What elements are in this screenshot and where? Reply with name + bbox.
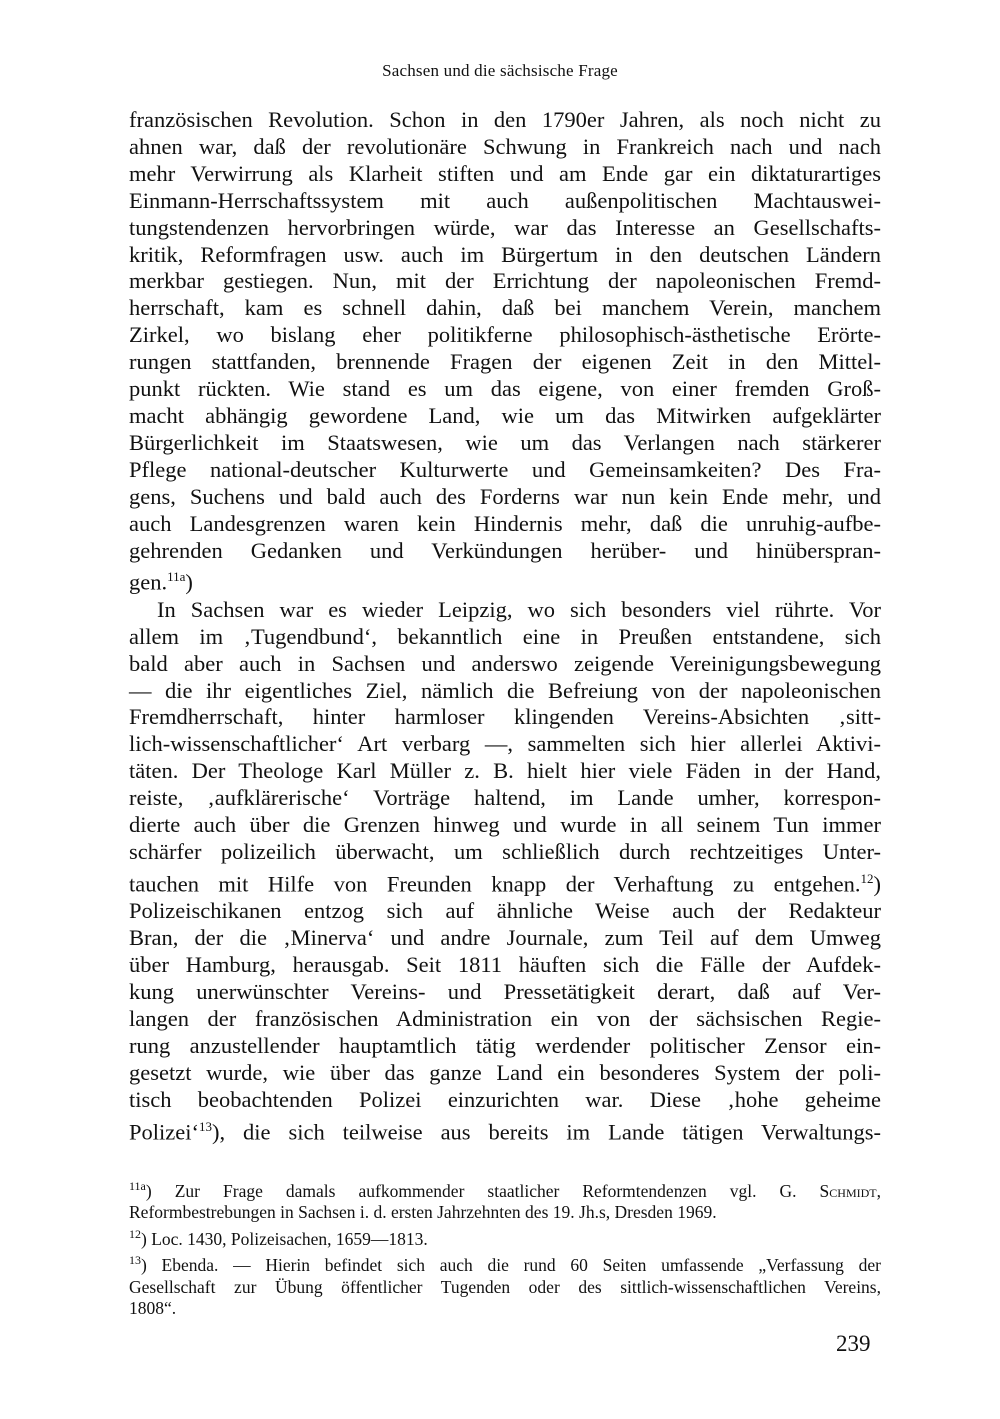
text-line: punkt rückten. Wie stand es um das eigene, von einer fremden Groß- (129, 376, 881, 402)
footnote-ref-12: 12 (860, 870, 874, 886)
text-line: rung anzustellender hauptamtlich tätig werdender politischer Zensor ein- (129, 1032, 881, 1058)
footnotes (129, 1176, 881, 1320)
text-line: bald aber auch in Sachsen und anderswo zeigende Vereinigungsbewegung (129, 650, 881, 676)
text-line: mehr Verwirrung als Klarheit stiften und am Ende gar ein diktaturartiges (129, 160, 881, 186)
text-line: kung unerwünschter Vereins- und Pressetätigkeit derart, daß auf Ver- (129, 979, 881, 1004)
text-fragment: ), die sich teilweise aus bereits im Lande tätigen Verwaltungs- (211, 1119, 881, 1145)
footnote-marker: 13 (129, 1253, 141, 1268)
text-line: gens, Suchens und bald auch des Forderns war nun kein Ende mehr, und (129, 483, 881, 509)
closing-paren: ) (141, 1228, 147, 1249)
footnote-12 (129, 1224, 881, 1250)
text-line: herrschaft, kam es schnell dahin, daß bei manchem Verein, manchem (129, 295, 881, 321)
text-line: langen der französischen Administration ein von der sächsischen Regie- (129, 1005, 881, 1031)
text-line (129, 1114, 881, 1146)
text-line: Einmann-Herrschaftssystem mit auch außenpolitischen Machtauswei- (129, 187, 881, 213)
footnote-text: Ebenda. — Hierin befindet sich auch die rund 60 Seiten umfassende „Verfassung der (146, 1255, 881, 1276)
text-fragment: gen. (129, 569, 168, 595)
text-line (129, 564, 881, 596)
closing-paren: ) (873, 871, 881, 897)
footnote-11a (129, 1176, 881, 1202)
text-line: Pflege national-deutscher Kulturwerte und Gemeinsamkeiten? Des Fra- (129, 456, 881, 482)
text-line: dierte auch über die Grenzen hinweg und wurde in all seinem Tun immer (129, 812, 881, 838)
footnote-text: Reformbestrebungen in Sachsen i. d. ersten Jahrzehnten des 19. Jh.s, Dresden 1969. (129, 1202, 717, 1223)
footnote-text: Loc. 1430, Polizeisachen, 1659—1813. (146, 1228, 428, 1249)
text-line: Fremdherrschaft, hinter harmloser klingenden Vereins-Absichten ‚sitt- (129, 704, 881, 730)
text-line: französischen Revolution. Schon in den 1790er Jahren, als noch nicht zu (129, 107, 881, 132)
text-line: täten. Der Theologe Karl Müller z. B. hielt hier viele Fäden in der Hand, (129, 758, 881, 784)
text-line: merkbar gestiegen. Nun, mit der Errichtung der napoleonischen Fremd- (129, 268, 881, 294)
body-text (129, 107, 881, 1146)
running-head: Sachsen und die sächsische Frage (382, 61, 618, 80)
text-line: kritik, Reformfragen usw. auch im Bürgertum in den deutschen Ländern (129, 241, 881, 267)
text-fragment: Polizei‘ (129, 1119, 199, 1145)
footnote-text: 1808“. (129, 1298, 177, 1319)
footnote-marker: 12 (129, 1227, 141, 1242)
footnote-text: Gesellschaft zur Übung öffentlicher Tugenden oder des sittlich-wissenschaftlichen Vereins, (129, 1276, 881, 1297)
author-name: Schmidt (819, 1180, 877, 1201)
text-line: tungstendenzen hervorbringen würde, war das Interesse an Gesellschafts- (129, 214, 881, 240)
closing-paren: ) (141, 1255, 147, 1276)
text-line: gehrenden Gedanken und Verkündungen herüber- und hinüberspran- (129, 537, 881, 563)
text-fragment: tauchen mit Hilfe von Freunden knapp der Verhaftung zu entgehen. (129, 871, 861, 897)
text-line: macht abhängig gewordene Land, wie um das Mitwirken aufgeklärter (129, 402, 881, 428)
text-line: ahnen war, daß der revolutionäre Schwung in Frankreich nach und nach (129, 133, 881, 159)
text-line: auch Landesgrenzen waren kein Hindernis mehr, daß die unruhig-aufbe- (129, 510, 881, 536)
footnote-ref-13: 13 (198, 1118, 212, 1134)
footnote-text: , (876, 1180, 881, 1201)
text-line: über Hamburg, herausgab. Seit 1811 häuften sich die Fälle der Aufdek- (129, 952, 881, 978)
text-line: Zirkel, wo bislang eher politikferne philosophisch-ästhetische Erörte- (129, 322, 881, 348)
text-line: allem im ‚Tugendbund‘, bekanntlich eine in Preußen entstandene, sich (129, 623, 881, 649)
footnote-marker: 11a (129, 1179, 146, 1193)
text-line: reiste, ‚aufklärerische‘ Vorträge haltend, im Lande umher, korrespon- (129, 785, 881, 811)
text-line: Bran, der die ‚Minerva‘ und andre Journale, zum Teil auf dem Umweg (129, 925, 881, 951)
text-line: — die ihr eigentliches Ziel, nämlich die Befreiung von der napoleonischen (129, 677, 881, 703)
paragraph-start-line: In Sachsen war es wieder Leipzig, wo sich besonders viel rührte. Vor (157, 596, 881, 622)
text-line: gesetzt wurde, wie über das ganze Land ein besonderes System der poli- (129, 1059, 881, 1085)
footnote-13 (129, 1250, 881, 1276)
text-line (129, 866, 881, 898)
text-line: rungen stattfanden, brennende Fragen der eigenen Zeit in den Mittel- (129, 349, 881, 375)
page-number: 239 (836, 1331, 871, 1356)
footnote-ref-11a: 11a (167, 569, 186, 585)
text-line: tisch beobachtenden Polizei einzurichten war. Diese ‚hohe geheime (129, 1086, 881, 1112)
text-line: lich-wissenschaftlicher‘ Art verbarg —, sammelten sich hier allerlei Aktivi- (129, 731, 881, 757)
text-line: Polizeischikanen entzog sich auf ähnliche Weise auch der Redakteur (129, 898, 881, 924)
closing-paren: ) (145, 1180, 152, 1201)
closing-paren: ) (185, 569, 193, 595)
footnote-text: Zur Frage damals aufkommender staatlicher Reformtendenzen vgl. G. (151, 1180, 797, 1201)
text-line: Bürgerlichkeit im Staatswesen, wie um das Verlangen nach stärkerer (129, 429, 881, 455)
text-line: schärfer polizeilich überwacht, um schließlich durch rechtzeitiges Unter- (129, 838, 881, 864)
